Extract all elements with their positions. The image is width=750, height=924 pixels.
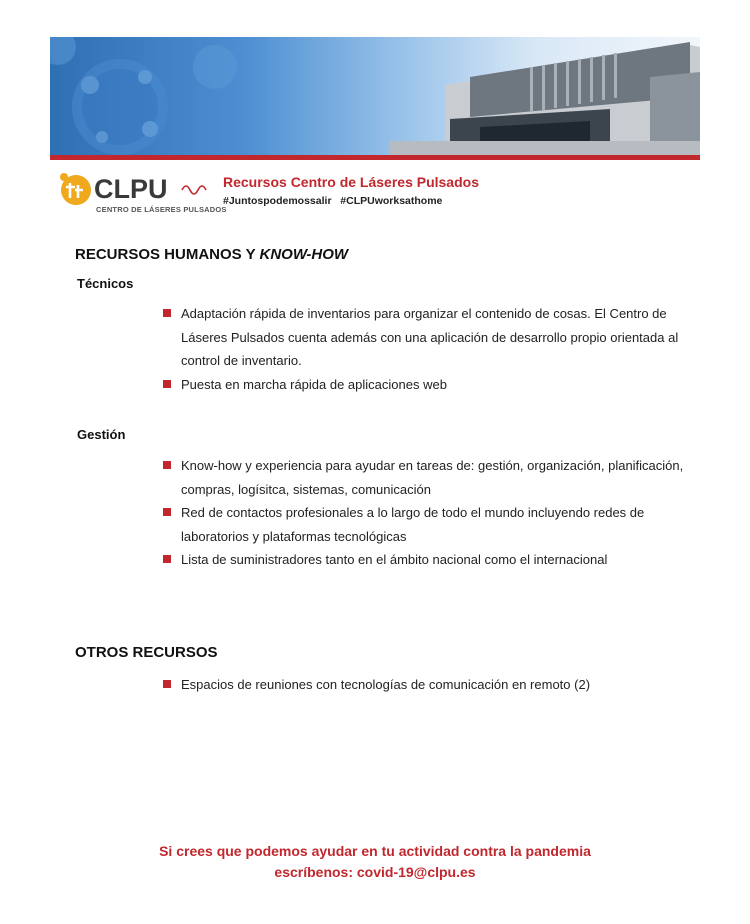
bullet-square-icon <box>163 680 171 688</box>
logo-subtitle: CENTRO DE LÁSERES PULSADOS <box>96 205 227 214</box>
list-item: Espacios de reuniones con tecnologías de comunicación en remoto (2) <box>160 673 700 697</box>
subheading-gestion: Gestión <box>77 427 126 442</box>
footer-line-1: Si crees que podemos ayudar en tu actividad contra la pandemia <box>159 843 591 859</box>
bullet-square-icon <box>163 380 171 388</box>
header-hashtags: #Juntospodemossalir #CLPUworksathome <box>223 195 443 207</box>
section-title-recursos-humanos <box>75 246 348 263</box>
list-item: Know-how y experiencia para ayudar en tareas de: gestión, organización, planificación, compras, logísitca, sistemas, comunicación <box>160 454 700 501</box>
subheading-tecnicos: Técnicos <box>77 276 134 291</box>
section-title-otros-recursos: OTROS RECURSOS <box>75 644 218 661</box>
section-title-prefix: RECURSOS HUMANOS Y <box>75 246 260 263</box>
list-otros-recursos <box>160 673 700 697</box>
list-tecnicos <box>160 302 700 396</box>
list-item: Puesta en marcha rápida de aplicaciones web <box>160 373 700 397</box>
bullet-square-icon <box>163 555 171 563</box>
header-title: Recursos Centro de Láseres Pulsados <box>223 174 479 190</box>
bullet-square-icon <box>163 508 171 516</box>
svg-text:CLPU: CLPU <box>94 174 168 204</box>
footer-contact <box>0 841 750 883</box>
footer-line-2: escríbenos: covid-19@clpu.es <box>274 864 476 880</box>
list-gestion <box>160 454 700 572</box>
list-item: Lista de suministradores tanto en el ámbito nacional como el internacional <box>160 548 700 572</box>
bullet-square-icon <box>163 461 171 469</box>
bullet-square-icon <box>163 309 171 317</box>
list-item: Red de contactos profesionales a lo largo de todo el mundo incluyendo redes de laboratorios y plataformas tecnológicas <box>160 501 700 548</box>
header-banner-image <box>50 37 700 155</box>
section-title-italic: KNOW-HOW <box>259 246 349 263</box>
header-red-rule <box>50 155 700 160</box>
list-item: Adaptación rápida de inventarios para organizar el contenido de cosas. El Centro de Láseres Pulsados cuenta además con una aplicación de desarrollo propio orientada al control de inventario. <box>160 302 700 373</box>
